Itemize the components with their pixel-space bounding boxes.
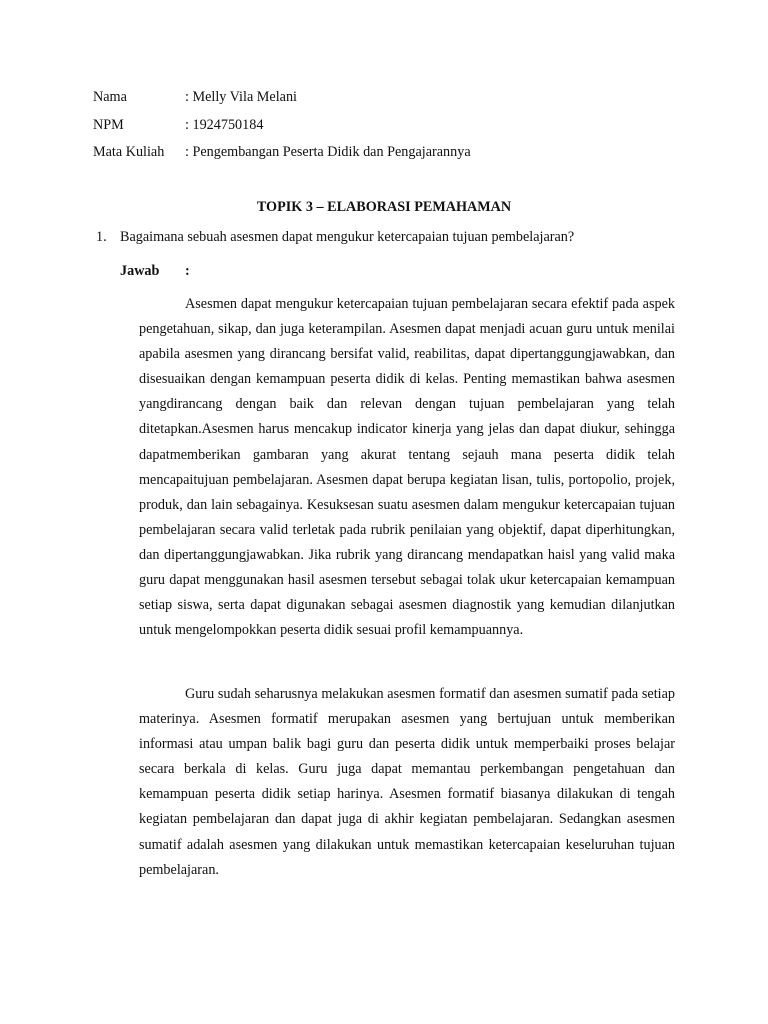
answer-heading <box>120 262 190 280</box>
answer-paragraph-2: Guru sudah seharusnya melakukan asesmen formatif dan asesmen sumatif pada setiap materinya. Asesmen formatif merupakan asesmen yang bertujuan untuk memberikan informasi atau umpan balik bagi guru dan peserta didik untuk memperbaiki proses belajar secara berkala di kelas. Guru juga dapat memantau perkembangan pengetahuan dan kemampuan peserta didik setiap harinya. Asesmen formatif biasanya dilakukan di tengah kegiatan pembelajaran dan dapat juga di akhir kegiatan pembelajaran. Sedangkan asesmen sumatif adalah asesmen yang dilakukan untuk memastikan ketercapaian keseluruhan tujuan pembelajaran. <box>139 686 675 878</box>
question-text: Bagaimana sebuah asesmen dapat mengukur ketercapaian tujuan pembelajaran? <box>120 229 575 245</box>
npm-label: NPM <box>93 117 124 133</box>
name-label: Nama <box>93 89 127 105</box>
question-item <box>96 228 574 246</box>
answer-colon: : <box>185 263 190 279</box>
course-value: : Pengembangan Peserta Didik dan Pengajarannya <box>185 144 471 160</box>
header-name-row <box>93 88 297 106</box>
page-title: TOPIK 3 – ELABORASI PEMAHAMAN <box>256 199 512 215</box>
question-number: 1. <box>96 229 107 245</box>
header-course-row <box>93 143 471 161</box>
answer-label: Jawab <box>120 263 160 279</box>
name-value: : Melly Vila Melani <box>185 89 297 105</box>
header-npm-row <box>93 116 263 134</box>
npm-value: : 1924750184 <box>185 117 264 133</box>
course-label: Mata Kuliah <box>93 144 165 160</box>
answer-paragraph-1: Asesmen dapat mengukur ketercapaian tujuan pembelajaran secara efektif pada aspek pengetahuan, sikap, dan juga keterampilan. Asesmen dapat menjadi acuan guru untuk menilai apabila asesmen yang dirancang bersifat valid, reabilitas, dapat dipertanggungjawabkan, dan disesuaikan dengan kemampuan peserta didik di kelas. Penting memastikan bahwa asesmen yangdirancang dengan baik dan relevan dengan tujuan pembelajaran yang telah ditetapkan.Asesmen harus mencakup indicator kinerja yang jelas dan dapat diukur, sehingga dapatmemberikan gambaran yang akurat tentang sejauh mana peserta didik telah mencapaitujuan pembelajaran. Asesmen dapat berupa kegiatan lisan, tulis, portopolio, projek, produk, dan lain sebagainya. Kesuksesan suatu asesmen dalam mengukur ketercapaian tujuan pembelajaran secara valid terletak pada rubrik penilaian yang objektif, dapat diperhitungkan, dan dipertanggungjawabkan. Jika rubrik yang dirancang mendapatkan haisl yang valid maka guru dapat menggunakan hasil asesmen tersebut sebagai tolak ukur ketercapaian kemampuan setiap siswa, serta dapat digunakan sebagai asesmen diagnostik yang kemudian dilanjutkan untuk mengelompokkan peserta didik sesuai profil kemampuannya. <box>139 296 675 639</box>
